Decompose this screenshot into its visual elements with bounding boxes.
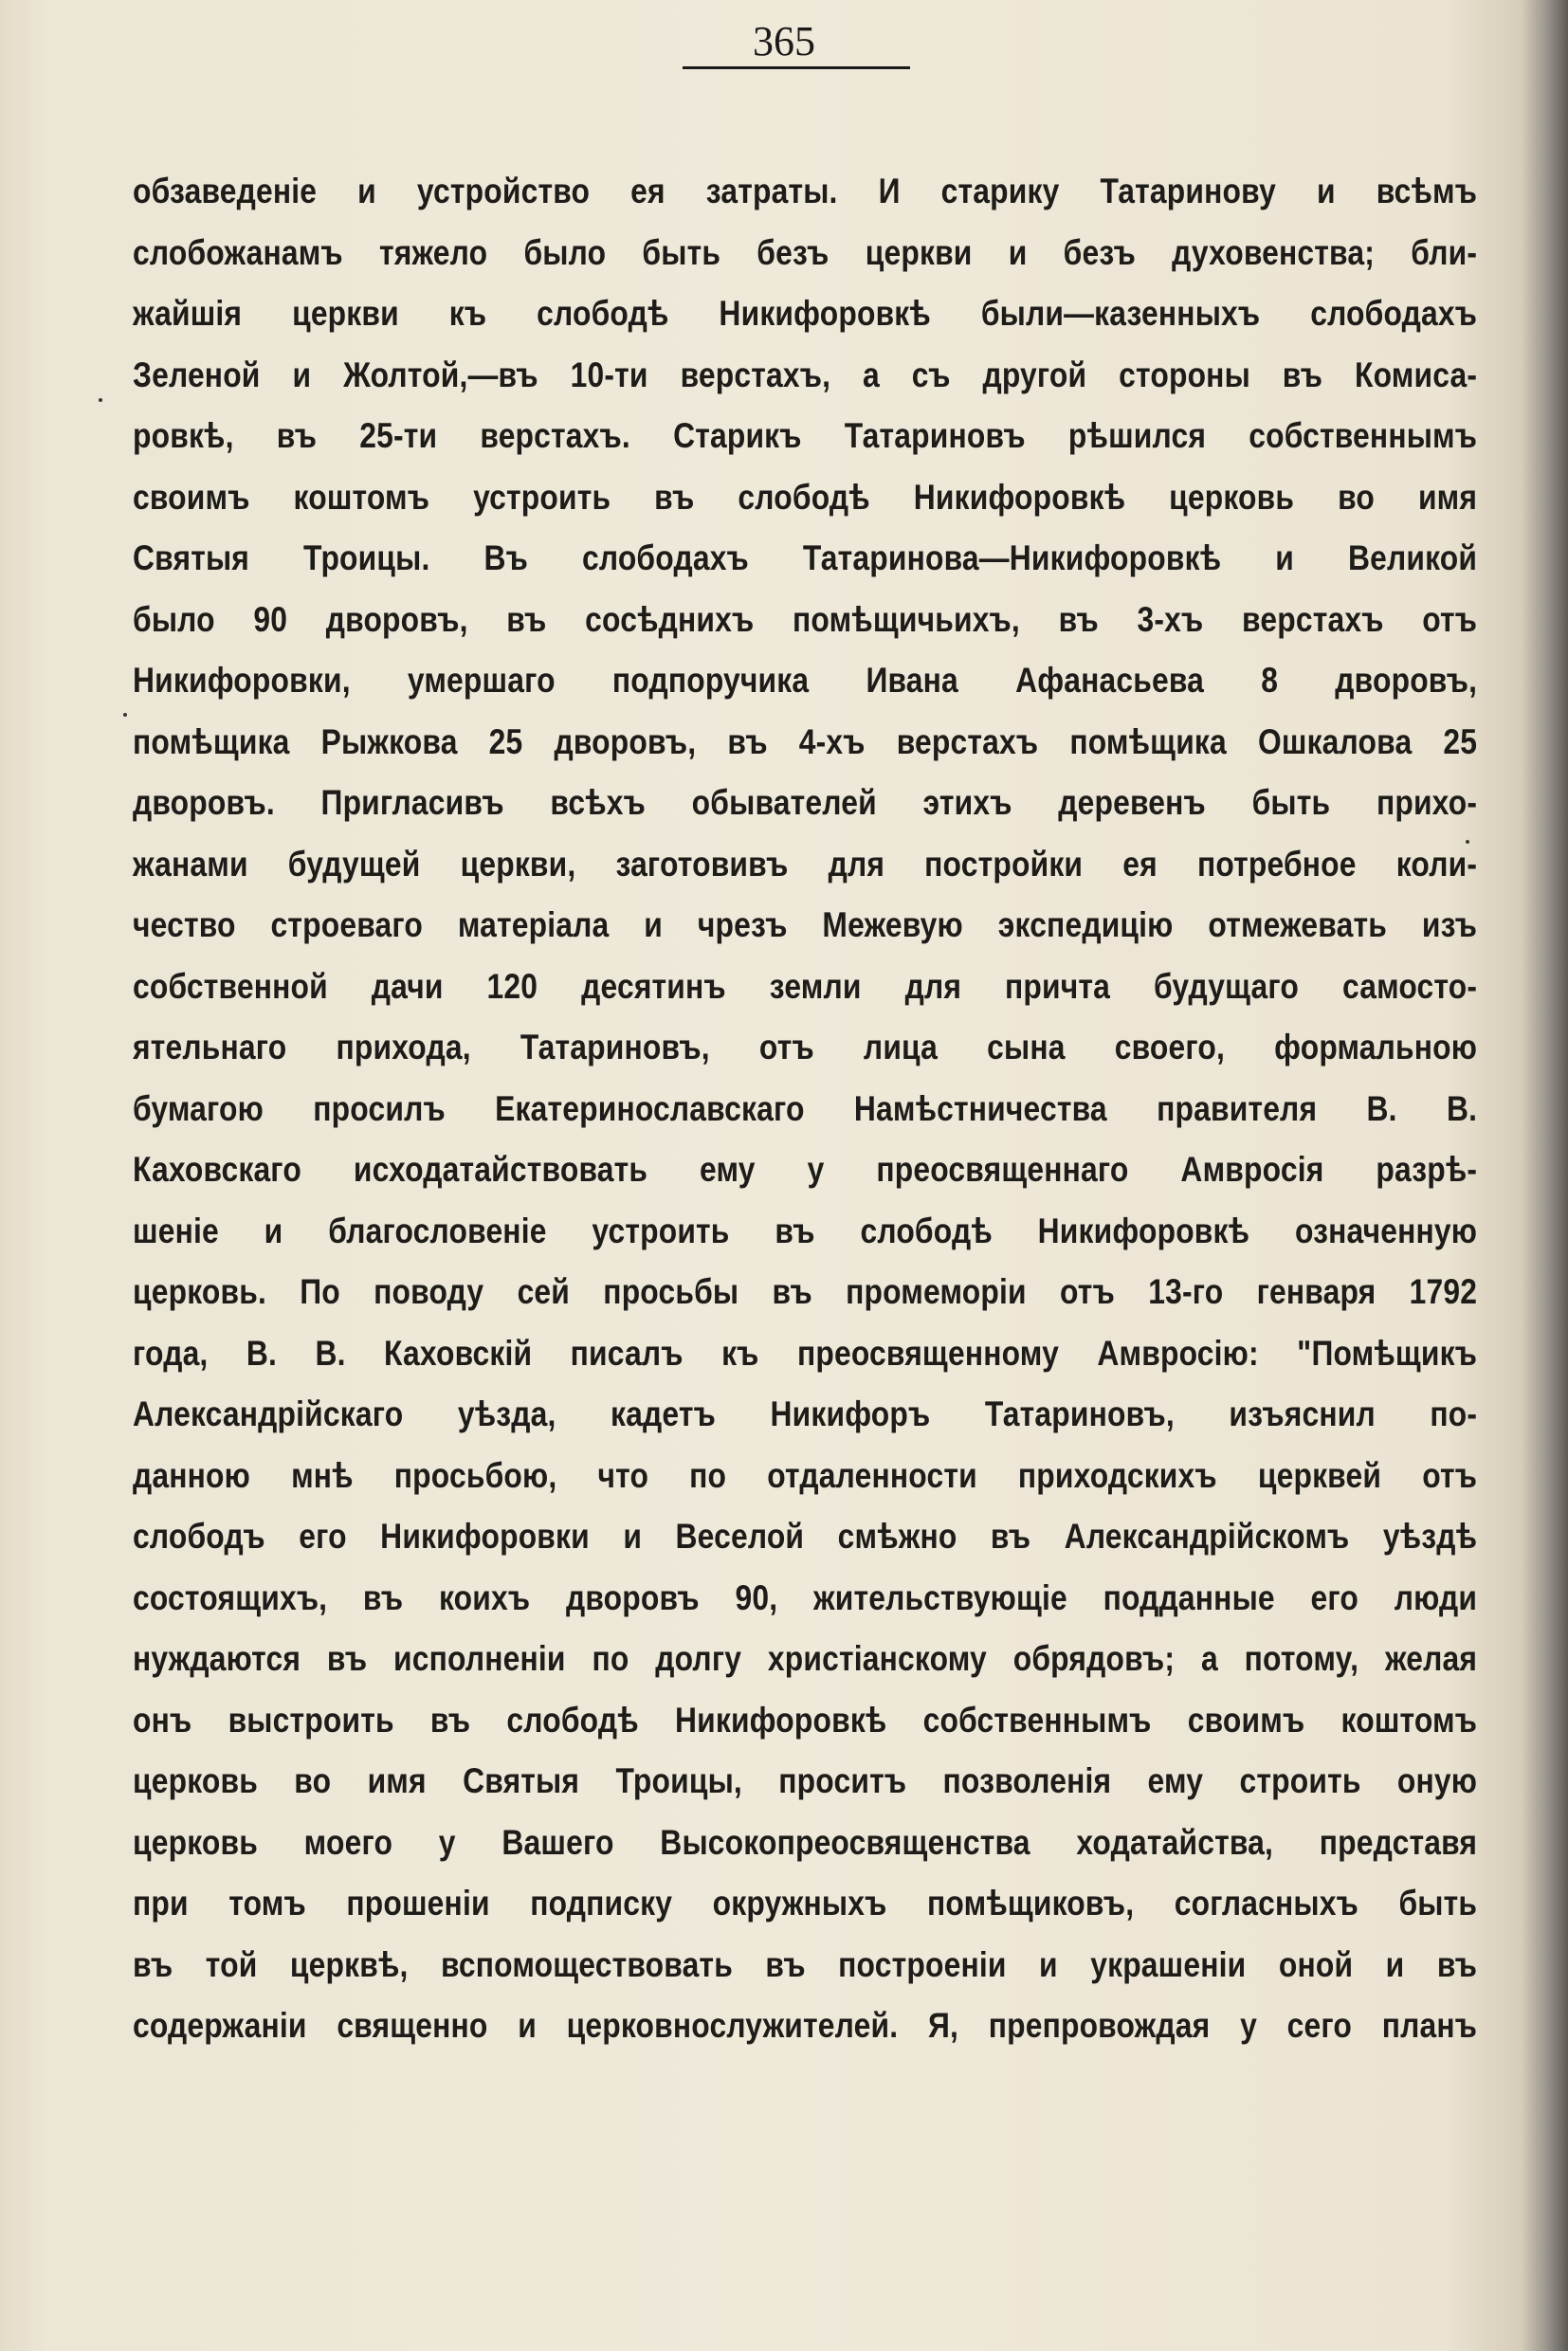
text-line: собственной дачи 120 десятинъ земли для причта будущаго самосто- — [133, 966, 1478, 1006]
text-line: при томъ прошеніи подписку окружныхъ помѣщиковъ, согласныхъ быть — [133, 1884, 1478, 1923]
text-line: чество строеваго матеріала и чрезъ Межевую экспедицію отмежевать изъ — [133, 905, 1478, 944]
text-line: помѣщика Рыжкова 25 дворовъ, въ 4-хъ верстахъ помѣщика Ошкалова 25 — [133, 721, 1478, 761]
paper-speck — [99, 398, 102, 402]
text-line: ятельнаго прихода, Татариновъ, отъ лица сына своего, формальною — [133, 1028, 1478, 1066]
text-line: содержаніи священно и церковнослужителей. Я, препровождая у сего планъ — [133, 2006, 1478, 2045]
text-line: слободъ его Никифоровки и Веселой смѣжно въ Александрійскомъ уѣздѣ — [133, 1517, 1478, 1556]
text-line: церковь во имя Святыя Троицы, проситъ позволенія ему строить оную — [133, 1761, 1478, 1800]
text-line: Каховскаго исходатайствовать ему у преосвященнаго Амвросія разрѣ- — [133, 1150, 1478, 1189]
paper-speck — [123, 713, 127, 717]
text-line: бумагою просилъ Екатеринославскаго Намѣстничества правителя В. В. — [133, 1088, 1478, 1128]
text-line: дворовъ. Пригласивъ всѣхъ обывателей этихъ деревенъ быть прихо- — [133, 783, 1478, 822]
text-line: состоящихъ, въ коихъ дворовъ 90, жительствующіе подданные его люди — [133, 1577, 1478, 1617]
text-line: слобожанамъ тяжело было быть безъ церкви и безъ духовенства; бли- — [133, 232, 1478, 272]
text-line: онъ выстроить въ слободѣ Никифоровкѣ собственнымъ своимъ коштомъ — [133, 1700, 1478, 1740]
text-line: церковь. По поводу сей просьбы въ промеморіи отъ 13-го генваря 1792 — [133, 1272, 1478, 1311]
text-line: ровкѣ, въ 25-ти верстахъ. Старикъ Татариновъ рѣшился собственнымъ — [133, 416, 1478, 455]
text-line: церковь моего у Вашего Высокопреосвященства ходатайства, представя — [133, 1822, 1478, 1862]
text-line: было 90 дворовъ, въ сосѣднихъ помѣщичьихъ, въ 3-хъ верстахъ отъ — [133, 599, 1478, 639]
text-line: своимъ коштомъ устроить въ слободѣ Никифоровкѣ церковь во имя — [133, 477, 1478, 517]
text-line: года, В. В. Каховскій писалъ къ преосвященному Амвросію: "Помѣщикъ — [133, 1333, 1478, 1373]
text-line: Зеленой и Жолтой,—въ 10-ти верстахъ, а съ другой стороны въ Комиса- — [133, 355, 1478, 394]
text-line: шеніе и благословеніе устроить въ слободѣ Никифоровкѣ означенную — [133, 1211, 1478, 1250]
text-line: данною мнѣ просьбою, что по отдаленности приходскихъ церквей отъ — [133, 1455, 1478, 1495]
text-line: Александрійскаго уѣзда, кадетъ Никифоръ Татариновъ, изъяснил по- — [133, 1394, 1478, 1433]
body-text — [133, 161, 1477, 2057]
text-line: обзаведеніе и устройство ея затраты. И старику Татаринову и всѣмъ — [133, 172, 1478, 210]
text-line: нуждаются въ исполненіи по долгу христіанскому обрядовъ; а потому, желая — [133, 1639, 1478, 1678]
header-rule — [683, 66, 910, 69]
text-line: жанами будущей церкви, заготовивъ для постройки ея потребное коли- — [133, 844, 1478, 884]
page-number: 365 — [753, 18, 815, 64]
paper-speck — [1466, 840, 1469, 844]
text-line: Святыя Троицы. Въ слободахъ Татаринова—Никифоровкѣ и Великой — [133, 538, 1478, 577]
text-line: жайшія церкви къ слободѣ Никифоровкѣ были—казенныхъ слободахъ — [133, 294, 1478, 333]
text-line: Никифоровки, умершаго подпоручика Ивана Афанасьева 8 дворовъ, — [133, 661, 1478, 700]
text-line: въ той церквѣ, вспомоществовать въ построеніи и украшеніи оной и въ — [133, 1944, 1478, 1984]
